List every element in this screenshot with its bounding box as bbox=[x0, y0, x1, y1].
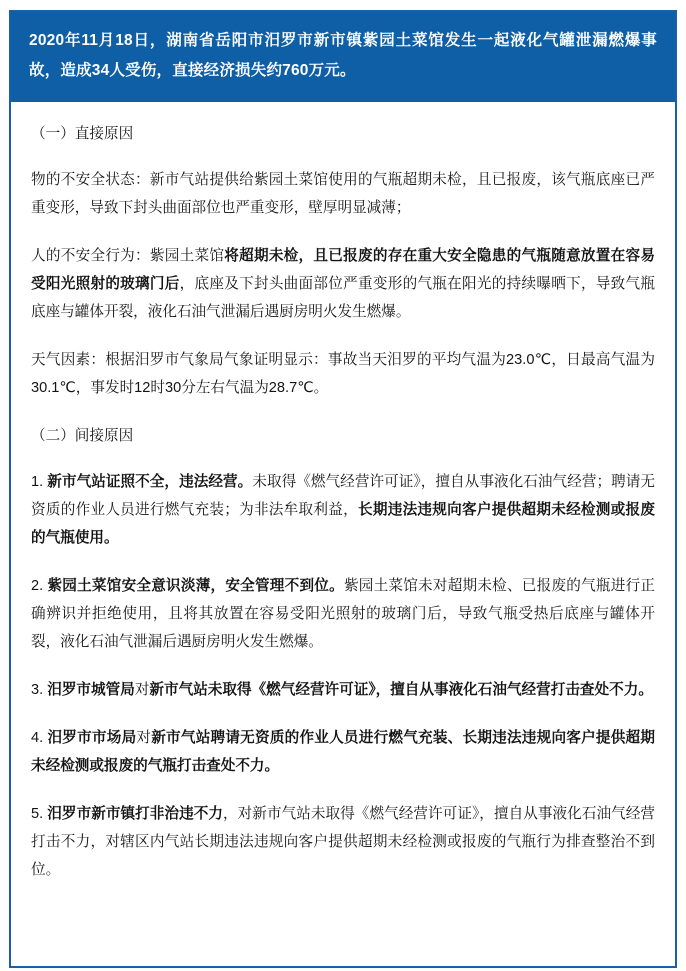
item-bold-lead: 汨罗市新市镇打非治违不力 bbox=[47, 806, 224, 822]
item-bold-tail: 新市气站聘请无资质的作业人员进行燃气充装、长期违法违规向客户提供超期未经检测或报废的气瓶打击查处不力。 bbox=[31, 730, 655, 774]
banner-text: 2020年11月18日，湖南省岳阳市汨罗市新市镇紫园土菜馆发生一起液化气罐泄漏燃爆事故，造成34人受伤，直接经济损失约760万元。 bbox=[29, 32, 657, 79]
item-number: 5. bbox=[31, 806, 48, 822]
section-heading-direct-cause: （一）直接原因 bbox=[31, 126, 134, 142]
unsafe-state-label: 物的不安全状态： bbox=[31, 172, 150, 188]
weather-label: 天气因素： bbox=[31, 352, 106, 368]
item-number: 1. bbox=[31, 474, 48, 490]
summary-banner bbox=[11, 12, 675, 102]
item-bold-lead: 汨罗市城管局 bbox=[47, 682, 135, 698]
item-text: 紫园土菜馆未对超期未检、已报废的气瓶进行正确辨识并拒绝使用，且将其放置在容易受阳光照射的玻璃门后，导致气瓶受热后底座与罐体开裂，液化石油气泄漏后遇厨房明火发生燃爆。 bbox=[31, 578, 655, 650]
document-card bbox=[9, 10, 677, 968]
item-bold-tail: 长期违法违规向客户提供超期未经检测或报废的气瓶使用。 bbox=[31, 502, 655, 546]
list-item bbox=[31, 724, 655, 780]
list-item bbox=[31, 800, 655, 884]
paragraph-unsafe-act bbox=[31, 242, 655, 326]
list-item bbox=[31, 676, 655, 704]
item-bold-tail: 新市气站未取得《燃气经营许可证》，擅自从事液化石油气经营打击查处不力。 bbox=[149, 682, 653, 698]
item-bold-lead: 新市气站证照不全，违法经营。 bbox=[47, 474, 253, 490]
unsafe-state-text: 新市气站提供给紫园土菜馆使用的气瓶超期未检，且已报废，该气瓶底座已严重变形，导致下封头曲面部位也严重变形，壁厚明显减薄； bbox=[31, 172, 655, 216]
item-bold-lead: 汨罗市市场局 bbox=[47, 730, 137, 746]
item-number: 2. bbox=[31, 578, 48, 594]
item-text: 对 bbox=[136, 730, 152, 746]
item-text: 对 bbox=[134, 682, 150, 698]
unsafe-act-text-1: 紫园土菜馆 bbox=[149, 248, 225, 264]
list-item bbox=[31, 468, 655, 552]
item-text: 未取得《燃气经营许可证》，擅自从事液化石油气经营；聘请无资质的作业人员进行燃气充装；为非法牟取利益， bbox=[31, 474, 655, 518]
unsafe-act-text-2: ，底座及下封头曲面部位严重变形的气瓶在阳光的持续曝晒下，导致气瓶底座与罐体开裂，液化石油气泄漏后遇厨房明火发生燃爆。 bbox=[31, 276, 655, 320]
unsafe-act-label: 人的不安全行为： bbox=[31, 248, 150, 264]
list-item bbox=[31, 572, 655, 656]
document-body bbox=[11, 102, 675, 884]
paragraph-weather bbox=[31, 346, 655, 402]
section-heading-indirect-cause: （二）间接原因 bbox=[31, 428, 134, 444]
item-number: 4. bbox=[31, 730, 48, 746]
item-text: ，对新市气站未取得《燃气经营许可证》，擅自从事液化石油气经营打击不力，对辖区内气站长期违法违规向客户提供超期未经检测或报废的气瓶行为排查整治不到位。 bbox=[31, 806, 655, 878]
weather-text: 根据汨罗市气象局气象证明显示：事故当天汨罗的平均气温为23.0℃，日最高气温为30.1℃，事发时12时30分左右气温为28.7℃。 bbox=[31, 352, 655, 396]
unsafe-act-bold: 将超期未检，且已报废的存在重大安全隐患的气瓶随意放置在容易受阳光照射的玻璃门后 bbox=[31, 248, 655, 292]
paragraph-unsafe-state bbox=[31, 166, 655, 222]
item-number: 3. bbox=[31, 682, 48, 698]
item-bold-lead: 紫园土菜馆安全意识淡薄，安全管理不到位。 bbox=[47, 578, 344, 594]
